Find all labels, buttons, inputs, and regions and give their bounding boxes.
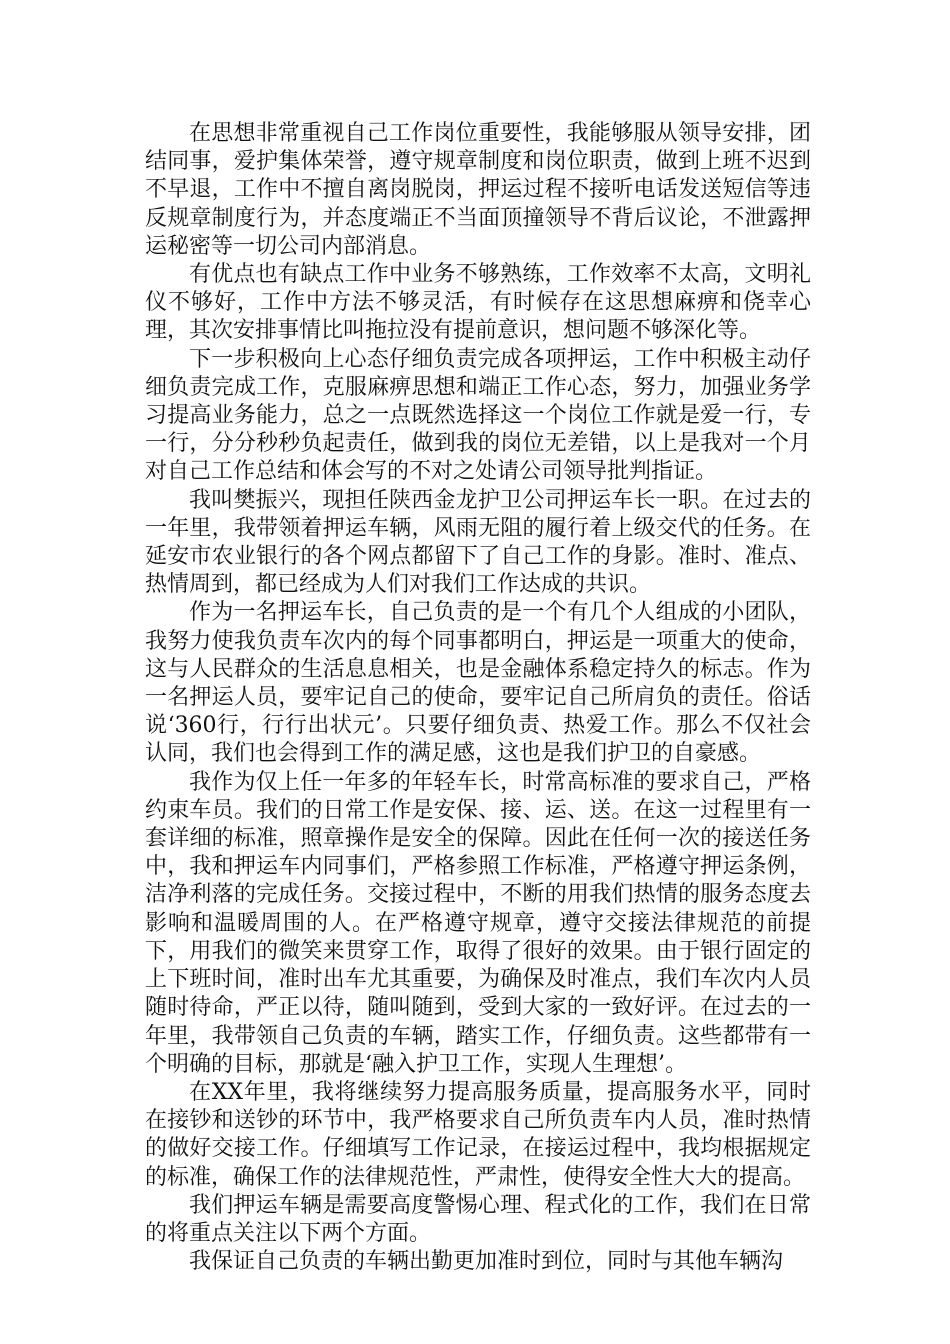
paragraph-1: 在思想非常重视自己工作岗位重要性，我能够服从领导安排，团结同事，爱护集体荣誉，遵守规章制度和岗位职责，做到上班不迟到不早退，工作中不擅自离岗脱岗，押运过程不接听电话发送短信等违反规章制度行为，并态度端正不当面顶撞领导不背后议论，不泄露押运秘密等一切公司内部消息。: [145, 121, 811, 259]
paragraph-5: 作为一名押运车长，自己负责的是一个有几个人组成的小团队，我努力使我负责车次内的每个同事都明白，押运是一项重大的使命，这与人民群众的生活息息相关，也是金融体系稳定持久的标志。作为一名押运人员，要牢记自己的使命，要牢记自己所肩负的责任。俗话说‘360行，行行出状元’。只要仔细负责、热爱工作。那么不仅社会认同，我们也会得到工作的满足感，这也是我们护卫的自豪感。: [145, 600, 811, 767]
paragraph-8: 我们押运车辆是需要高度警惕心理、程式化的工作，我们在日常的将重点关注以下两个方面。: [145, 1192, 811, 1246]
paragraph-7: 在XX年里，我将继续努力提高服务质量，提高服务水平，同时在接钞和送钞的环节中，我严格要求自己所负责车内人员，准时热情的做好交接工作。仔细填写工作记录，在接运过程中，我均根据规定的标准，确保工作的法律规范性，严肃性，使得安全性大大的提高。: [145, 1079, 811, 1190]
paragraph-9: 我保证自己负责的车辆出勤更加准时到位，同时与其他车辆沟: [189, 1249, 784, 1275]
document-body: [145, 120, 811, 1276]
paragraph-6: 我作为仅上任一年多的年轻车长，时常高标准的要求自己，严格约束车员。我们的日常工作是安保、接、运、送。在这一过程里有一套详细的标准，照章操作是安全的保障。因此在任何一次的接送任务中，我和押运车内同事们，严格参照工作标准，严格遵守押运条例，洁净利落的完成任务。交接过程中，不断的用我们热情的服务态度去影响和温暖周围的人。在严格遵守规章，遵守交接法律规范的前提下，用我们的微笑来贯穿工作，取得了很好的效果。由于银行固定的上下班时间，准时出车尤其重要，为确保及时准点，我们车次内人员随时待命，严正以待，随叫随到，受到大家的一致好评。在过去的一年里，我带领自己负责的车辆，踏实工作，仔细负责。这些都带有一个明确的目标，那就是‘融入护卫工作，实现人生理想’。: [145, 769, 811, 1077]
paragraph-3: 下一步积极向上心态仔细负责完成各项押运，工作中积极主动仔细负责完成工作，克服麻痹思想和端正工作心态，努力，加强业务学习提高业务能力，总之一点既然选择这一个岗位工作就是爱一行，专一行，分分秒秒负起责任，做到我的岗位无差错，以上是我对一个月对自己工作总结和体会写的不对之处请公司领导批判指证。: [145, 346, 811, 485]
paragraph-2: 有优点也有缺点工作中业务不够熟练，工作效率不太高，文明礼仪不够好，工作中方法不够灵活，有时候存在这思想麻痹和侥幸心理，其次安排事情比叫拖拉没有提前意识，想问题不够深化等。: [145, 262, 811, 344]
paragraph-4: 我叫樊振兴，现担任陕西金龙护卫公司押运车长一职。在过去的一年里，我带领着押运车辆，风雨无阻的履行着上级交代的任务。在延安市农业银行的各个网点都留下了自己工作的身影。准时、准点、热情周到，都已经成为人们对我们工作达成的共识。: [145, 487, 811, 598]
